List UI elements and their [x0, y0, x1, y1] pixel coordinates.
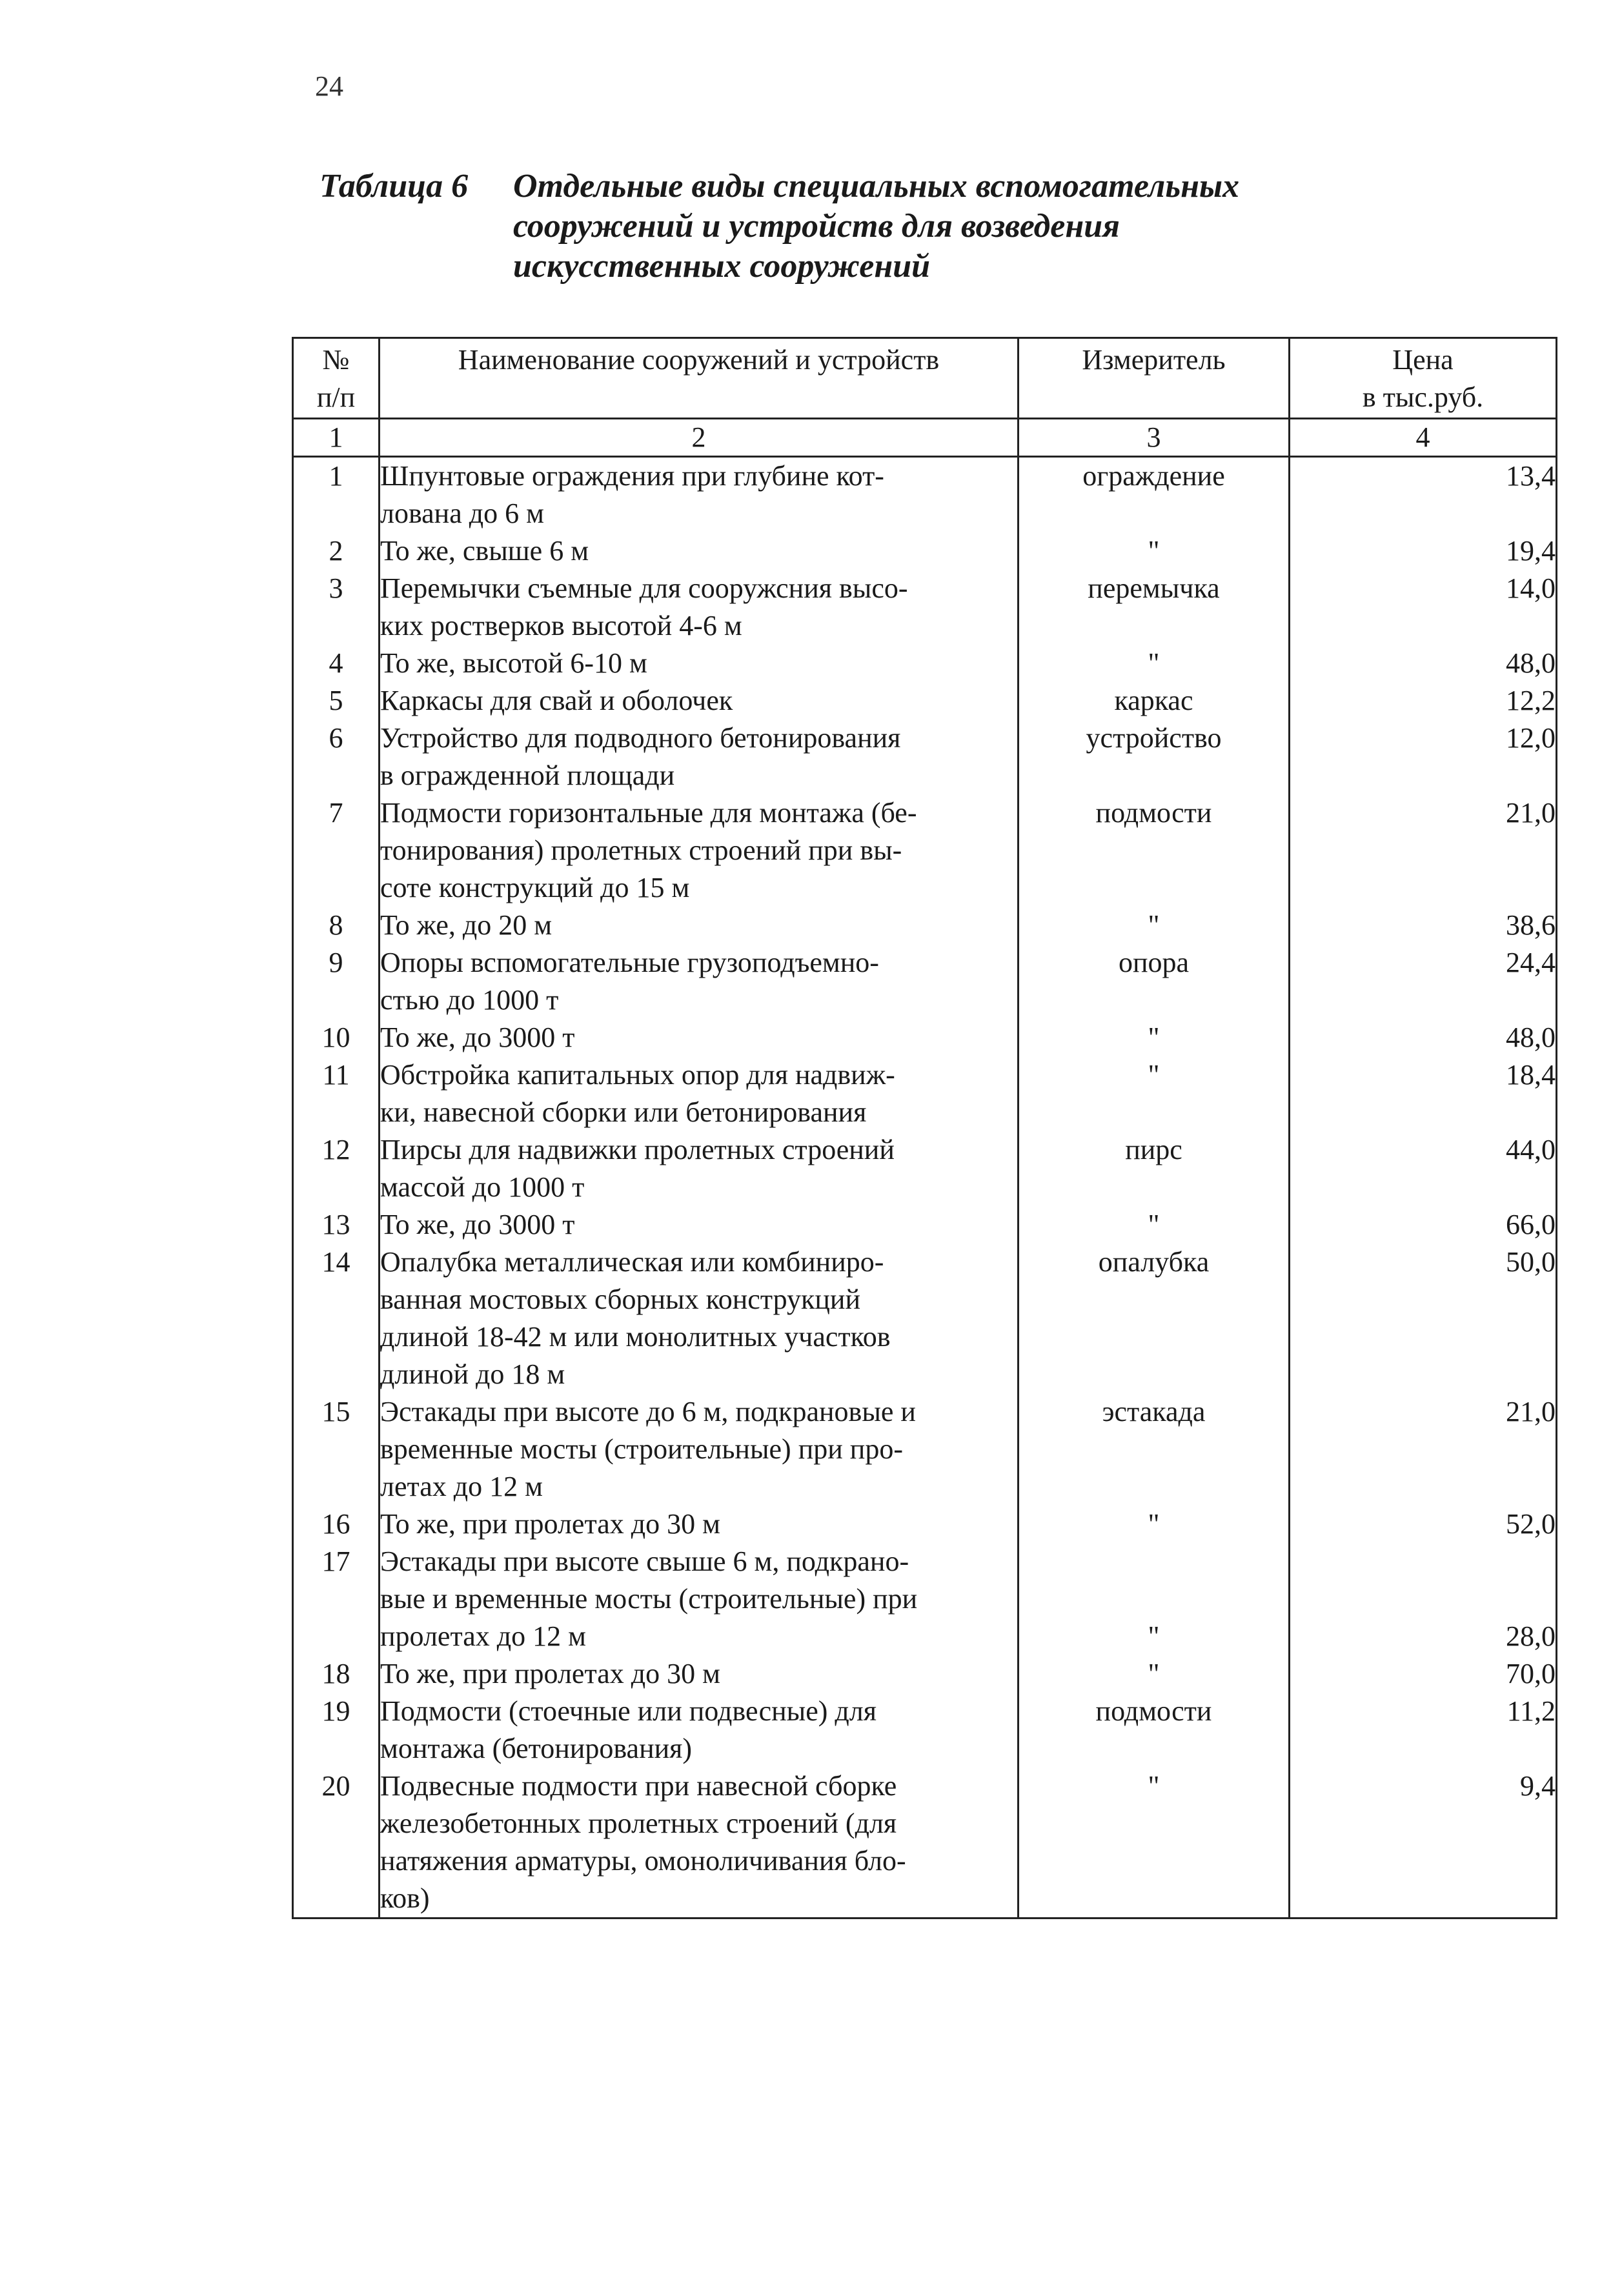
row-unit: " — [1019, 1019, 1290, 1056]
row-price: 21,0 — [1290, 1393, 1557, 1505]
header-unit: Измеритель — [1019, 338, 1290, 419]
row-name-line: Эстакады при высоте до 6 м, подкрановые и — [380, 1396, 916, 1427]
header-number: № п/п — [293, 338, 380, 419]
row-number: 12 — [293, 1131, 380, 1206]
row-number: 9 — [293, 944, 380, 1019]
row-name — [380, 1393, 1019, 1505]
row-name-line: массой до 1000 т — [380, 1171, 585, 1203]
row-unit: эстакада — [1019, 1393, 1290, 1505]
row-name-line: Опоры вспомогательные грузоподъемно- — [380, 947, 879, 978]
row-name-line: временные мосты (строительные) при про- — [380, 1433, 903, 1465]
row-price: 66,0 — [1290, 1206, 1557, 1244]
row-price: 18,4 — [1290, 1056, 1557, 1131]
row-name-line: стью до 1000 т — [380, 984, 559, 1016]
row-name-line: Каркасы для свай и оболочек — [380, 685, 733, 716]
row-unit: " — [1019, 1655, 1290, 1693]
row-unit: каркас — [1019, 682, 1290, 720]
table-row — [293, 1019, 1557, 1056]
row-name-line: тонирования) пролетных строений при вы- — [380, 834, 902, 866]
row-price: 38,6 — [1290, 907, 1557, 944]
row-name — [380, 532, 1019, 570]
table-row — [293, 1655, 1557, 1693]
column-number: 4 — [1290, 419, 1557, 457]
table-title-line: Отдельные виды специальных вспомогательных — [513, 168, 1240, 205]
row-name-line: Опалубка металлическая или комбиниро- — [380, 1246, 884, 1278]
row-name-line: ких ростверков высотой 4-6 м — [380, 610, 742, 641]
row-price: 14,0 — [1290, 570, 1557, 645]
row-unit: опора — [1019, 944, 1290, 1019]
row-price: 12,0 — [1290, 720, 1557, 794]
table-row — [293, 1505, 1557, 1543]
table-row — [293, 1693, 1557, 1767]
row-price: 9,4 — [1290, 1767, 1557, 1918]
row-name — [380, 570, 1019, 645]
row-name-line: длиной до 18 м — [380, 1358, 565, 1390]
row-price: 21,0 — [1290, 794, 1557, 907]
table-row — [293, 944, 1557, 1019]
row-name — [380, 1543, 1019, 1655]
row-name-line: лована до 6 м — [380, 498, 544, 529]
row-name-line: в огражденной площади — [380, 760, 675, 791]
row-name-line: Подмости (стоечные или подвесные) для — [380, 1695, 877, 1727]
row-unit: опалубка — [1019, 1244, 1290, 1393]
row-name-line: вые и временные мосты (строительные) при — [380, 1583, 918, 1615]
row-name-line: То же, при пролетах до 30 м — [380, 1658, 720, 1689]
row-name — [380, 1655, 1019, 1693]
row-name — [380, 907, 1019, 944]
row-number: 10 — [293, 1019, 380, 1056]
row-name-line: монтажа (бетонирования) — [380, 1733, 693, 1764]
row-name — [380, 1056, 1019, 1131]
row-name — [380, 1131, 1019, 1206]
row-name — [380, 720, 1019, 794]
row-name — [380, 1244, 1019, 1393]
row-name — [380, 1767, 1019, 1918]
table-row — [293, 1131, 1557, 1206]
row-name-line: ков) — [380, 1882, 430, 1914]
table-row — [293, 1543, 1557, 1655]
row-unit: " — [1019, 907, 1290, 944]
header-price: Цена в тыс.руб. — [1290, 338, 1557, 419]
row-name-line: летах до 12 м — [380, 1471, 543, 1502]
row-name — [380, 682, 1019, 720]
row-price: 70,0 — [1290, 1655, 1557, 1693]
row-name-line: натяжения арматуры, омоноличивания бло- — [380, 1845, 906, 1877]
row-name-line: То же, высотой 6-10 м — [380, 647, 647, 679]
table-row — [293, 907, 1557, 944]
row-price: 13,4 — [1290, 457, 1557, 533]
row-price: 28,0 — [1290, 1543, 1557, 1655]
row-number: 14 — [293, 1244, 380, 1393]
row-price: 19,4 — [1290, 532, 1557, 570]
table-header-row — [293, 338, 1557, 419]
table-row — [293, 1767, 1557, 1918]
row-unit: ограждение — [1019, 457, 1290, 533]
table-caption — [319, 166, 1481, 287]
row-unit: подмости — [1019, 794, 1290, 907]
table-title-line: искусственных сооружений — [513, 248, 931, 285]
row-name-line: ванная мостовых сборных конструкций — [380, 1284, 861, 1315]
row-name-line: То же, до 3000 т — [380, 1022, 575, 1053]
row-unit: " — [1019, 645, 1290, 682]
row-name — [380, 1505, 1019, 1543]
row-price: 48,0 — [1290, 645, 1557, 682]
price-table — [292, 337, 1557, 1919]
row-name — [380, 457, 1019, 533]
row-price: 50,0 — [1290, 1244, 1557, 1393]
row-number: 5 — [293, 682, 380, 720]
column-number: 1 — [293, 419, 380, 457]
row-price: 48,0 — [1290, 1019, 1557, 1056]
table-row — [293, 682, 1557, 720]
row-name — [380, 1693, 1019, 1767]
table-row — [293, 720, 1557, 794]
row-unit: " — [1019, 532, 1290, 570]
row-name-line: Устройство для подводного бетонирования — [380, 722, 901, 754]
row-name-line: железобетонных пролетных строений (для — [380, 1808, 897, 1839]
row-name-line: Подмости горизонтальные для монтажа (бе- — [380, 797, 917, 829]
row-name — [380, 944, 1019, 1019]
table-title-line: сооружений и устройств для возведения — [513, 208, 1120, 245]
row-name-line: То же, до 3000 т — [380, 1209, 575, 1240]
row-name-line: соте конструкций до 15 м — [380, 872, 690, 903]
table-row — [293, 1206, 1557, 1244]
row-price: 52,0 — [1290, 1505, 1557, 1543]
column-number: 3 — [1019, 419, 1290, 457]
table-row — [293, 457, 1557, 533]
row-unit: пирс — [1019, 1131, 1290, 1206]
row-number: 17 — [293, 1543, 380, 1655]
row-price: 24,4 — [1290, 944, 1557, 1019]
row-number: 7 — [293, 794, 380, 907]
row-unit: перемычка — [1019, 570, 1290, 645]
row-name — [380, 1019, 1019, 1056]
row-price: 11,2 — [1290, 1693, 1557, 1767]
row-number: 18 — [293, 1655, 380, 1693]
row-name-line: Подвесные подмости при навесной сборке — [380, 1770, 897, 1802]
row-price: 44,0 — [1290, 1131, 1557, 1206]
table-row — [293, 1244, 1557, 1393]
row-name-line: Эстакады при высоте свыше 6 м, подкрано- — [380, 1546, 909, 1577]
row-number: 16 — [293, 1505, 380, 1543]
row-number: 3 — [293, 570, 380, 645]
row-name-line: То же, до 20 м — [380, 909, 552, 941]
page-number: 24 — [315, 70, 343, 102]
row-name-line: Обстройка капитальных опор для надвиж- — [380, 1059, 895, 1091]
row-number: 20 — [293, 1767, 380, 1918]
column-numbers-row — [293, 419, 1557, 457]
row-number: 2 — [293, 532, 380, 570]
table-row — [293, 532, 1557, 570]
row-unit: " — [1019, 1206, 1290, 1244]
row-name — [380, 645, 1019, 682]
table-row — [293, 794, 1557, 907]
row-name-line: То же, при пролетах до 30 м — [380, 1508, 720, 1540]
table-title — [513, 166, 1430, 287]
row-number: 13 — [293, 1206, 380, 1244]
row-name-line: Шпунтовые ограждения при глубине кот- — [380, 460, 884, 492]
table-row — [293, 645, 1557, 682]
row-number: 19 — [293, 1693, 380, 1767]
row-name-line: Пирсы для надвижки пролетных строений — [380, 1134, 895, 1165]
row-number: 15 — [293, 1393, 380, 1505]
row-unit: подмости — [1019, 1693, 1290, 1767]
table-label: Таблица 6 — [319, 168, 469, 205]
table-row — [293, 570, 1557, 645]
row-unit: " — [1019, 1543, 1290, 1655]
row-name-line: длиной 18-42 м или монолитных участков — [380, 1321, 891, 1353]
row-name-line: Перемычки съемные для сооружсния высо- — [380, 572, 908, 604]
row-number: 6 — [293, 720, 380, 794]
row-number: 4 — [293, 645, 380, 682]
row-unit: " — [1019, 1505, 1290, 1543]
row-unit: " — [1019, 1767, 1290, 1918]
row-unit: устройство — [1019, 720, 1290, 794]
row-name-line: То же, свыше 6 м — [380, 535, 589, 567]
row-price: 12,2 — [1290, 682, 1557, 720]
row-number: 11 — [293, 1056, 380, 1131]
table-row — [293, 1056, 1557, 1131]
row-name-line: ки, навесной сборки или бетонирования — [380, 1096, 867, 1128]
row-unit: " — [1019, 1056, 1290, 1131]
row-name-line: пролетах до 12 м — [380, 1620, 586, 1652]
row-number: 1 — [293, 457, 380, 533]
row-number: 8 — [293, 907, 380, 944]
header-name: Наименование сооружений и устройств — [380, 338, 1019, 419]
column-number: 2 — [380, 419, 1019, 457]
row-name — [380, 794, 1019, 907]
row-name — [380, 1206, 1019, 1244]
table-row — [293, 1393, 1557, 1505]
